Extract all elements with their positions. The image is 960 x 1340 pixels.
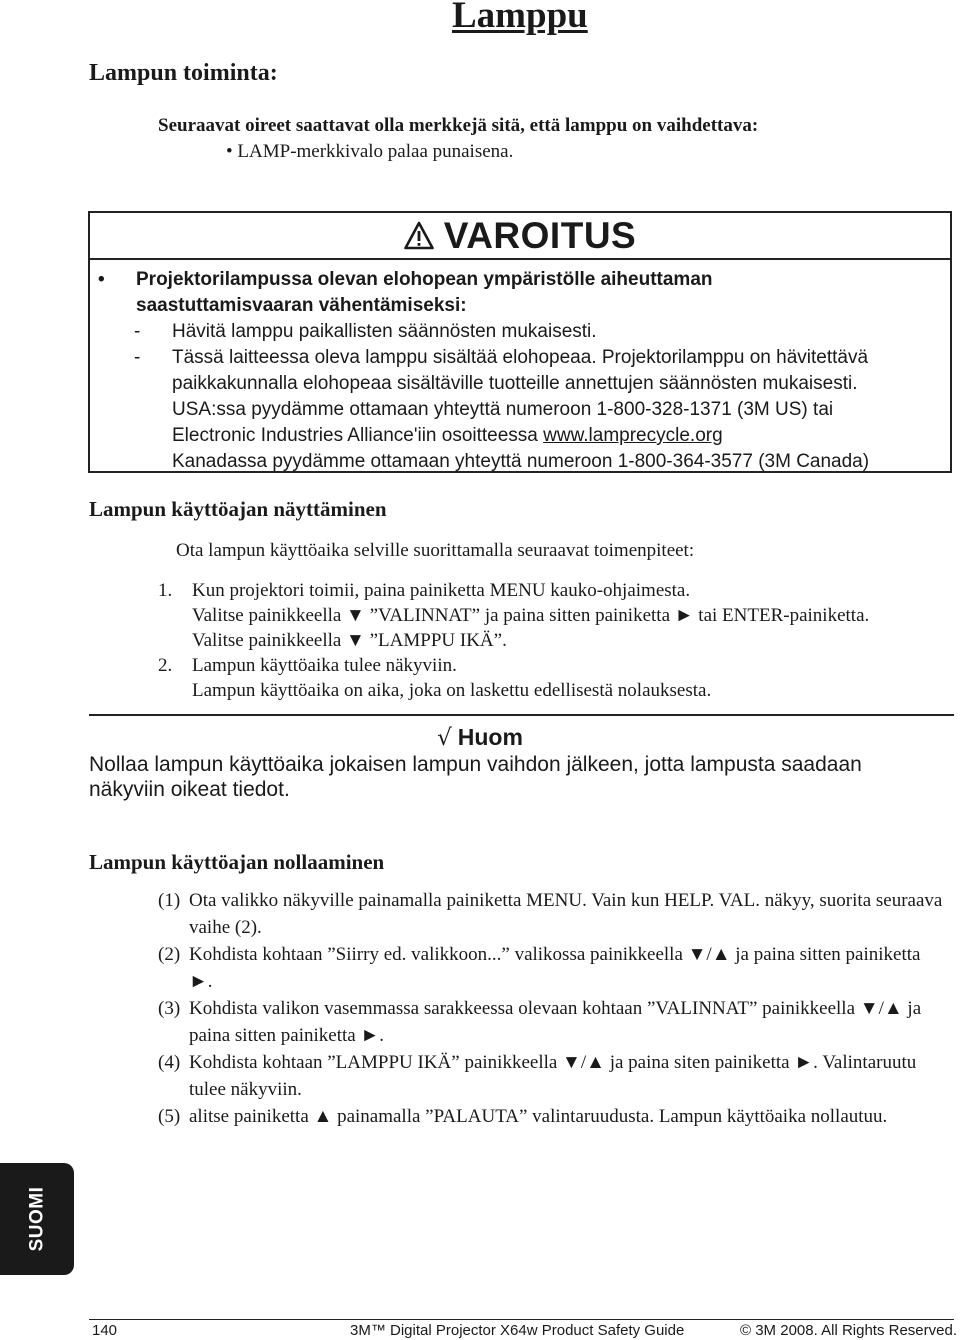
step-text: Kun projektori toimii, paina painiketta MENU kauko-ohjaimesta.	[192, 580, 691, 601]
warning-title: VAROITUS	[443, 214, 637, 256]
note-text: Nollaa lampun käyttöaika jokaisen lampun vaihdon jälkeen, jotta lampusta saadaan näkyviin oikeat tiedot.	[89, 753, 862, 801]
language-tab	[0, 1163, 74, 1275]
note-heading	[0, 724, 960, 751]
step-number: 1.	[158, 580, 173, 601]
warning-row	[90, 397, 950, 423]
intro-block	[158, 113, 758, 165]
list-item	[158, 678, 869, 703]
list-item	[158, 1049, 948, 1103]
list-item	[158, 628, 869, 653]
usage-intro: Ota lampun käyttöaika selville suorittamalla seuraavat toimenpiteet:	[176, 540, 695, 561]
step-number: (4)	[158, 1052, 181, 1073]
warning-text: USA:ssa pyydämme ottamaan yhteyttä numeroon 1-800-328-1371 (3M US) tai	[172, 399, 834, 420]
intro-lead: Seuraavat oireet saattavat olla merkkejä sitä, että lamppu on vaihdettava:	[158, 115, 759, 136]
step-text: Kohdista kohtaan ”Siirry ed. valikkoon...” valikossa painikkeella ▼/▲ ja paina sitten painiketta ►.	[189, 944, 921, 992]
warning-row	[90, 267, 950, 293]
list-item	[158, 653, 869, 678]
step-text: alitse painiketta ▲ painamalla ”PALAUTA” valintaruudusta. Lampun käyttöaika nollautuu.	[189, 1106, 888, 1127]
warning-body	[90, 267, 950, 475]
warning-row	[90, 319, 950, 345]
step-number: (3)	[158, 998, 181, 1019]
step-text: Valitse painikkeella ▼ ”VALINNAT” ja paina sitten painiketta ► tai ENTER-painiketta.	[192, 605, 870, 626]
step-number: (5)	[158, 1106, 181, 1127]
warning-box	[88, 211, 952, 473]
usage-steps	[158, 578, 869, 703]
step-number: 2.	[158, 655, 173, 676]
warning-row	[90, 345, 950, 371]
warning-header	[90, 213, 950, 260]
section-heading: Lampun toiminta:	[89, 60, 278, 86]
reset-steps	[158, 887, 948, 1130]
page-title: Lamppu	[452, 0, 588, 36]
warning-triangle-icon	[404, 221, 434, 251]
warning-row	[90, 449, 950, 475]
step-text: Valitse painikkeella ▼ ”LAMPPU IKÄ”.	[192, 630, 507, 651]
language-tab-label: SUOMI	[26, 1186, 47, 1252]
warning-dash: -	[134, 347, 141, 368]
step-text: Lampun käyttöaika tulee näkyviin.	[192, 655, 457, 676]
warning-text: Tässä laitteessa oleva lamppu sisältää elohopeaa. Projektorilamppu on hävitettävä	[172, 347, 869, 368]
warning-row	[90, 423, 950, 449]
list-item	[158, 578, 869, 603]
warning-text: Electronic Industries Alliance'iin osoitteessa	[172, 425, 544, 446]
footer-copyright: © 3M 2008. All Rights Reserved.	[740, 1322, 957, 1339]
list-item	[158, 995, 948, 1049]
warning-bullet: •	[98, 269, 105, 290]
reset-heading: Lampun käyttöajan nollaaminen	[89, 850, 385, 874]
list-item	[158, 941, 948, 995]
list-item	[158, 603, 869, 628]
step-text: Lampun käyttöaika on aika, joka on laskettu edellisestä nolauksesta.	[192, 680, 712, 701]
warning-text: Hävitä lamppu paikallisten säännösten mukaisesti.	[172, 321, 597, 342]
warning-text: Kanadassa pyydämme ottamaan yhteyttä numeroon 1-800-364-3577 (3M Canada)	[172, 451, 870, 472]
intro-bullet: • LAMP-merkkivalo palaa punaisena.	[226, 141, 514, 162]
check-icon: √	[437, 725, 452, 751]
warning-text: saastuttamisvaaran vähentämiseksi:	[136, 295, 467, 316]
list-item	[158, 887, 948, 941]
warning-row	[90, 371, 950, 397]
lamprecycle-link[interactable]: www.lamprecycle.org	[543, 425, 723, 446]
list-item	[158, 1103, 948, 1130]
note-title: Huom	[457, 724, 523, 750]
step-text: Ota valikko näkyville painamalla painiketta MENU. Vain kun HELP. VAL. näkyy, suorita seuraava vaihe (2).	[189, 890, 943, 938]
step-text: Kohdista kohtaan ”LAMPPU IKÄ” painikkeella ▼/▲ ja paina siten painiketta ►. Valintaruutu tulee näkyviin.	[189, 1052, 917, 1100]
page-number: 140	[92, 1322, 118, 1339]
step-text: Kohdista valikon vasemmassa sarakkeessa olevaan kohtaan ”VALINNAT” painikkeella ▼/▲ ja paina sitten painiketta ►.	[189, 998, 922, 1046]
divider	[89, 714, 954, 716]
step-number: (1)	[158, 890, 181, 911]
warning-text: Projektorilampussa olevan elohopean ympäristölle aiheuttaman	[136, 269, 713, 290]
warning-row	[90, 293, 950, 319]
warning-text: paikkakunnalla elohopeaa sisältäville tuotteille annettujen säännösten mukaisesti.	[172, 373, 858, 394]
footer-divider	[89, 1319, 954, 1320]
warning-dash: -	[134, 321, 141, 342]
footer-product: 3M™ Digital Projector X64w Product Safety Guide	[350, 1322, 685, 1339]
step-number: (2)	[158, 944, 181, 965]
usage-heading: Lampun käyttöajan näyttäminen	[89, 497, 387, 521]
